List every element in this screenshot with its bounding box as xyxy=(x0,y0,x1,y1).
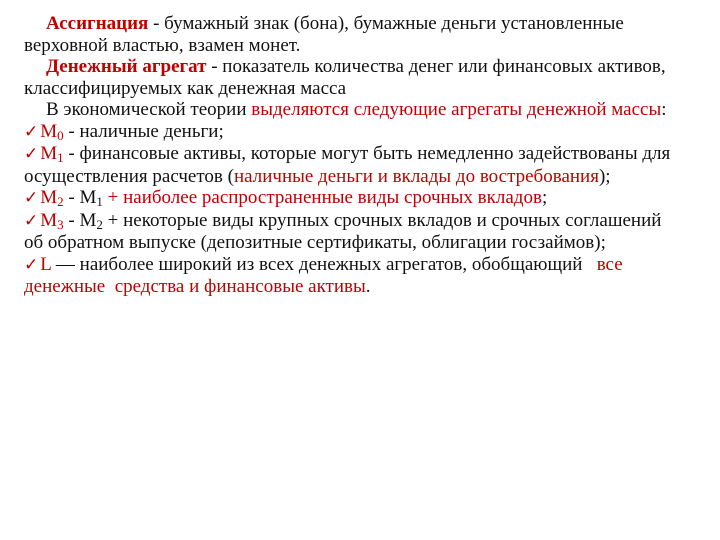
checkmark-icon: ✓ xyxy=(24,210,39,231)
assignation-definition: - бумажный знак (бона), бумажные деньги установленные верховной властью, взамен монет. xyxy=(24,13,624,56)
aggregate-symbol: M xyxy=(40,120,58,142)
item-text-end: ; xyxy=(541,187,548,208)
checkmark-icon: ✓ xyxy=(24,121,39,142)
paragraph-monetary-aggregate xyxy=(24,56,674,99)
item-highlight: + наиболее распространенные виды срочных вкладов xyxy=(102,187,542,208)
item-text-end: ); xyxy=(598,165,611,187)
checkmark-icon: ✓ xyxy=(24,254,39,275)
aggregate-subscript: 3 xyxy=(57,216,64,232)
checkmark-icon: ✓ xyxy=(24,188,39,208)
list-item-m3 xyxy=(24,210,674,254)
item-highlight: наличные деньги и вклады до востребования xyxy=(233,165,599,187)
aggregate-symbol: M xyxy=(40,187,58,208)
term-assignation: Ассигнация xyxy=(46,13,149,34)
theory-colon: : xyxy=(661,99,667,120)
paragraph-theory xyxy=(24,99,674,121)
aggregate-symbol: L xyxy=(40,253,52,275)
item-minus: - M xyxy=(63,187,97,208)
monetary-aggregate-definition: - показатель количества денег или финансовых активов, классифицируемых как денежная масса xyxy=(24,56,666,99)
item-text: - наличные деньги; xyxy=(63,120,224,142)
item-text: - финансовые активы, которые могут быть немедленно задействованы для осуществления расчетов ( xyxy=(24,143,671,187)
item-text: + некоторые виды крупных срочных вкладов и срочных соглашений об обратном выпуске (депозитные сертификаты, облигации госзаймов); xyxy=(24,209,662,253)
term-monetary-aggregate: Денежный агрегат xyxy=(46,56,207,77)
paragraph-assignation xyxy=(24,13,674,56)
list-item-m0 xyxy=(24,121,674,144)
minus-subscript: 1 xyxy=(96,194,103,209)
item-text: — наиболее широкий из всех денежных агрегатов, обобщающий xyxy=(51,253,592,275)
minus-subscript: 2 xyxy=(96,216,103,232)
theory-highlight: выделяются следующие агрегаты денежной массы xyxy=(251,99,662,120)
list-item-m2 xyxy=(24,187,674,210)
list-item-l xyxy=(24,254,674,298)
item-highlight: все денежные средства и финансовые активы xyxy=(24,253,637,297)
list-item-m1 xyxy=(24,143,674,187)
item-text-end: . xyxy=(365,276,371,297)
aggregate-subscript: 1 xyxy=(57,150,64,165)
aggregate-symbol: M xyxy=(40,143,58,164)
checkmark-icon: ✓ xyxy=(24,144,39,164)
aggregate-symbol: M xyxy=(40,209,58,231)
aggregate-subscript: 2 xyxy=(57,194,64,209)
aggregate-subscript: 0 xyxy=(57,127,64,143)
theory-text: В экономической теории xyxy=(46,99,252,120)
slide-content xyxy=(24,13,674,298)
item-minus: - M xyxy=(63,209,97,231)
